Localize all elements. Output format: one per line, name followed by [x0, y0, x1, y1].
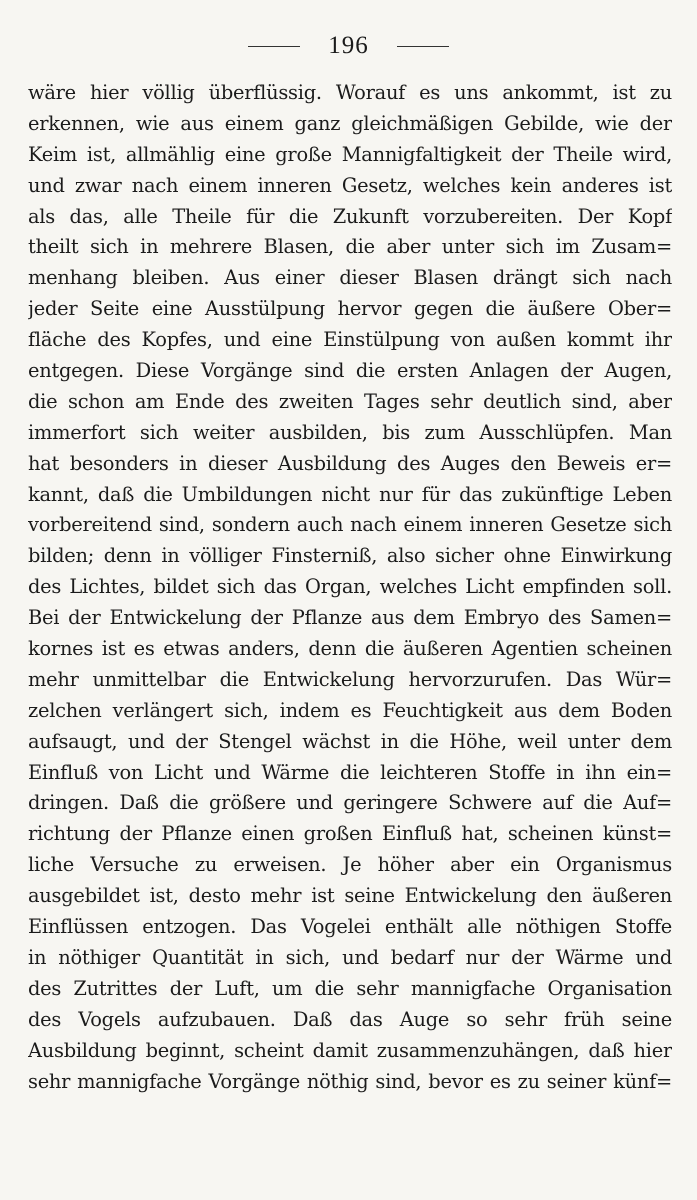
- text-line: wäre hier völlig überflüssig. Worauf es uns ankommt, ist zu: [28, 81, 672, 104]
- text-line: aufsaugt, und der Stengel wächst in die Höhe, weil unter dem: [28, 729, 672, 753]
- text-line: kornes ist es etwas anders, denn die äußeren Agentien scheinen: [28, 637, 672, 661]
- text-line: fläche des Kopfes, und eine Einstülpung von außen kommt ihr: [28, 328, 672, 352]
- text-line: hat besonders in dieser Ausbildung des Auges den Beweis er=: [28, 451, 672, 475]
- text-line: richtung der Pflanze einen großen Einfluß hat, scheinen künst=: [28, 822, 672, 846]
- text-line: Einflüssen entzogen. Das Vogelei enthält alle nöthigen Stoffe: [28, 915, 672, 939]
- header-rule-left: [248, 46, 300, 47]
- text-line: des Zutrittes der Luft, um die sehr mannigfache Organisation: [28, 976, 672, 1000]
- text-line: sehr mannigfache Vorgänge nöthig sind, bevor es zu seiner künf=: [28, 1069, 672, 1093]
- text-line: ausgebildet ist, desto mehr ist seine Entwickelung den äußeren: [28, 884, 672, 908]
- text-line: bilden; denn in völliger Finsterniß, also sicher ohne Einwirkung: [28, 544, 672, 568]
- text-line: Ausbildung beginnt, scheint damit zusammenzuhängen, daß hier: [28, 1038, 672, 1062]
- page-header: [0, 26, 697, 66]
- text-line: entgegen. Diese Vorgänge sind die ersten Anlagen der Augen,: [28, 359, 672, 383]
- text-line: Bei der Entwickelung der Pflanze aus dem Embryo des Samen=: [28, 606, 672, 630]
- page-number: 196: [328, 32, 369, 59]
- text-line: Einfluß von Licht und Wärme die leichteren Stoffe in ihn ein=: [28, 760, 672, 784]
- text-line: menhang bleiben. Aus einer dieser Blasen drängt sich nach: [28, 266, 672, 290]
- text-line: als das, alle Theile für die Zukunft vorzubereiten. Der Kopf: [28, 204, 672, 228]
- text-line: des Lichtes, bildet sich das Organ, welches Licht empfinden soll.: [28, 575, 672, 599]
- text-line: zelchen verlängert sich, indem es Feuchtigkeit aus dem Boden: [28, 698, 672, 722]
- text-line: theilt sich in mehrere Blasen, die aber unter sich im Zusam=: [28, 235, 672, 259]
- text-line: Keim ist, allmählig eine große Mannigfaltigkeit der Theile wird,: [28, 142, 672, 166]
- text-line: liche Versuche zu erweisen. Je höher aber ein Organismus: [28, 853, 672, 877]
- text-line: jeder Seite eine Ausstülpung hervor gegen die äußere Ober=: [28, 297, 672, 321]
- body-text: [28, 78, 672, 1097]
- header-rule-right: [397, 46, 449, 47]
- text-line: immerfort sich weiter ausbilden, bis zum Ausschlüpfen. Man: [28, 420, 672, 444]
- text-line: kannt, daß die Umbildungen nicht nur für das zukünftige Leben: [28, 482, 672, 506]
- text-line: vorbereitend sind, sondern auch nach einem inneren Gesetze sich: [28, 513, 672, 537]
- text-line: in nöthiger Quantität in sich, und bedarf nur der Wärme und: [28, 945, 672, 969]
- text-line: und zwar nach einem inneren Gesetz, welches kein anderes ist: [28, 173, 672, 197]
- text-line: dringen. Daß die größere und geringere Schwere auf die Auf=: [28, 791, 672, 815]
- text-line: mehr unmittelbar die Entwickelung hervorzurufen. Das Wür=: [28, 667, 672, 691]
- text-line: des Vogels aufzubauen. Daß das Auge so sehr früh seine: [28, 1007, 672, 1031]
- text-line: die schon am Ende des zweiten Tages sehr deutlich sind, aber: [28, 389, 672, 413]
- text-line: erkennen, wie aus einem ganz gleichmäßigen Gebilde, wie der: [28, 111, 672, 135]
